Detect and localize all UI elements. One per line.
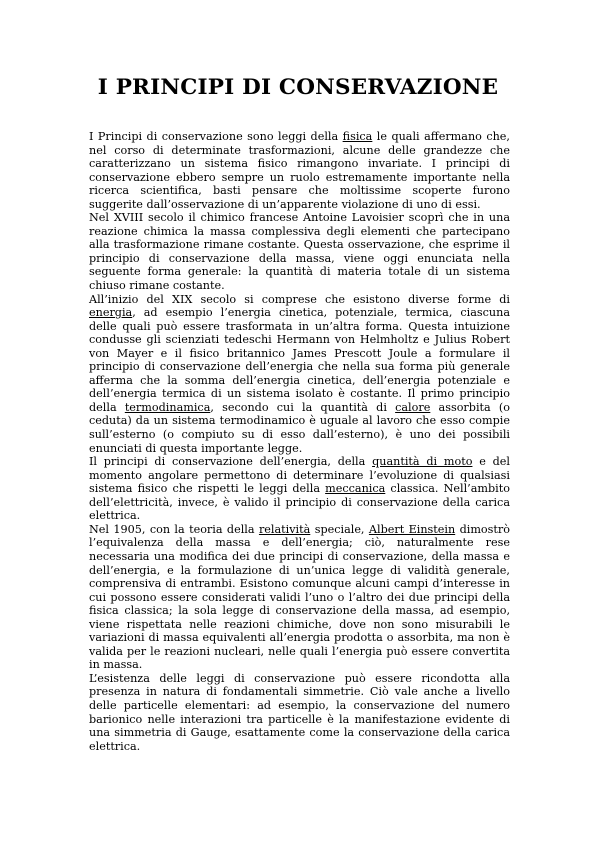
inline-link[interactable]: calore	[395, 400, 431, 414]
paragraph-text: classica. Nell’ambito dell’elettricità, invece, è valido il principio di conservazione della carica elettrica.	[89, 482, 510, 523]
paragraph	[89, 211, 510, 292]
inline-link[interactable]: energia	[89, 306, 133, 320]
paragraph-text: Nel XVIII secolo il chimico francese Antoine Lavoisier scoprì che in una reazione chimica la massa complessiva degli elementi che partecipano alla trasformazione rimane costante. Questa osservazione, che esprime il principio di conservazione della massa, viene oggi enunciata nella seguente forma generale: la quantità di materia totale di un sistema chiuso rimane costante.	[89, 211, 510, 293]
paragraph-text: e del momento angolare permettono di determinare l’evoluzione di qualsiasi sistema fisico che rispetti le leggi della	[89, 455, 510, 496]
page-title: I PRINCIPI DI CONSERVAZIONE	[97, 75, 499, 100]
paragraph	[89, 130, 510, 211]
inline-link[interactable]: fisica	[342, 130, 373, 143]
inline-link[interactable]: Albert Einstein	[368, 522, 456, 536]
paragraph-text: Nel 1905, con la teoria della	[89, 522, 259, 536]
paragraph-text: L’esistenza delle leggi di conservazione può essere ricondotta alla presenza in natura di fondamentali simmetrie. Ciò vale anche a livello delle particelle elementari: ad esempio, la conservazione del numero barionico nelle interazioni tra particelle è la manifestazione evidente di una simmetria di Gauge, esattamente come la conservazione della carica elettrica.	[89, 671, 510, 753]
paragraph-text: Il principi di conservazione dell’energia, della	[89, 455, 373, 469]
inline-link[interactable]: relatività	[258, 522, 311, 536]
paragraph	[89, 523, 510, 672]
paragraph	[89, 293, 510, 456]
paragraph-text: assorbita (o ceduta) da un sistema termodinamico è uguale al lavoro che esso compie sull’esterno (o compiuto su di esso dall’esterno), è uno dei possibili enunciati di questa importante legge.	[89, 400, 510, 455]
paragraph-text: All’inizio del XIX secolo si comprese che esistono diverse forme di	[89, 292, 510, 306]
paragraph-text: le quali affermano che, nel corso di determinate trasformazioni, alcune delle grandezze che caratterizzano un sistema fisico rimangono invariate. I principi di conservazione ebbero sempre un ruolo estremamente importante nella ricerca scientifica, basti pensare che moltissime scoperte furono suggerite dall’osservazione di un’apparente violazione di uno di essi.	[89, 130, 510, 211]
paragraph-text: I Principi di conservazione sono leggi della	[89, 130, 343, 143]
paragraph	[89, 672, 510, 753]
paragraph-text: speciale,	[310, 522, 369, 536]
paragraph-text: , secondo cui la quantità di	[210, 400, 396, 414]
inline-link[interactable]: quantità di moto	[372, 455, 473, 469]
inline-link[interactable]: meccanica	[325, 482, 386, 496]
paragraph-text: dimostrò l’equivalenza della massa e dell’energia; ciò, naturalmente rese necessaria una modifica dei due principi di conservazione, della massa e dell’energia, e la formulazione di un’unica legge di validità generale, comprensiva di entrambi. Esistono comunque alcuni campi d’interesse in cui possono essere considerati validi l’uno o l’altro dei due principi della fisica classica; la sola legge di conservazione della massa, ad esempio, viene rispettata nelle reazioni chimiche, dove non sono misurabili le variazioni di massa equivalenti all’energia prodotta o assorbita, ma non è valida per le reazioni nucleari, nelle quali l’energia può essere convertita in massa.	[89, 522, 510, 672]
inline-link[interactable]: termodinamica	[124, 400, 211, 414]
paragraph-text: , ad esempio l’energia cinetica, potenziale, termica, ciascuna delle quali può essere trasformata in un’altra forma. Questa intuizione condusse gli scienziati tedeschi Hermann von Helmholtz e Julius Robert von Mayer e il fisico britannico James Prescott Joule a formulare il principio di conservazione dell’energia che nella sua forma più generale afferma che la somma dell’energia cinetica, dell’energia potenziale e dell’energia termica di un sistema isolato è costante. Il primo principio della	[89, 306, 510, 414]
document-body	[89, 130, 510, 753]
paragraph	[89, 455, 510, 523]
